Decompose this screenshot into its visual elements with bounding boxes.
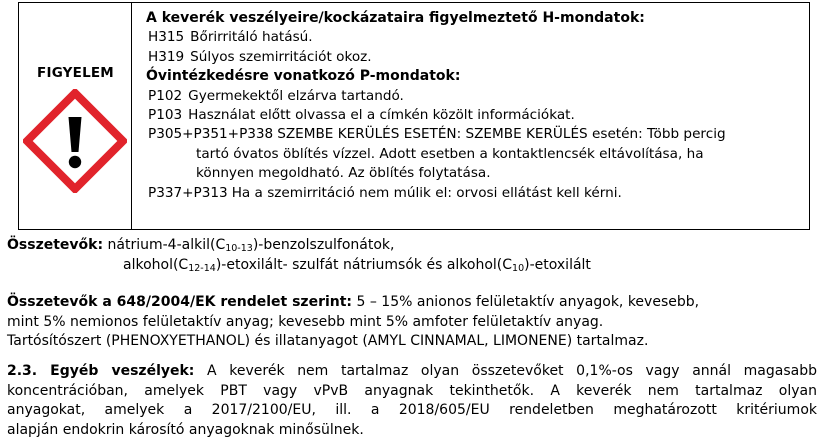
p-statement: P337+P313 Ha a szemirritáció nem múlik el: orvosi ellátást kell kérni. xyxy=(148,184,622,201)
h-statement: H319 Súlyos szemirritációt okoz. xyxy=(148,48,372,65)
h-statements-heading: A keverék veszélyeire/kockázataira figyelmeztető H-mondatok: xyxy=(146,10,645,26)
regulation-section: Összetevők a 648/2004/EK rendelet szerint: 5 – 15% anionos felületaktív anyagok, kevesebb, mint 5% nemionos felületaktív anyag; kevesebb mint 5% amfoter felületaktív anyag. Tartósítószert (PHENOXYETHANOL) és illatanyagot (AMYL CINNAMAL, LIMONENE) tartalmaz. xyxy=(7,294,700,350)
p-statements-heading: Óvintézkedésre vonatkozó P-mondatok: xyxy=(146,68,461,85)
other-hazards-section: 2.3. Egyéb veszélyek: A keverék nem tartalmaz olyan összetevőket 0,1%-os vagy annál magasabb koncentrációban, amelyek PBT vagy vPvB anyagnak tekinthetők. A keverék nem tartalmaz olyan anyagokat, amelyek a 2017/2100/EU, ill. a 2018/605/EU rendeletben meghatározott kritériumok alapján endokrin károsító anyagoknak minősülnek. xyxy=(7,363,817,438)
other-hazards-label: 2.3. Egyéb veszélyek: xyxy=(7,363,195,379)
p-statement: P103 Használat előtt olvassa el a címkén közölt információkat. xyxy=(148,107,575,124)
p-statement-continuation: tartó óvatos öblítés vízzel. Adott esetben a kontaktlencsék eltávolítása, ha xyxy=(196,145,704,162)
p-statement-continuation: könnyen megoldható. Az öblítés folytatása. xyxy=(196,165,491,182)
ingredients-label: Összetevők: xyxy=(7,237,104,253)
signal-word: FIGYELEM xyxy=(37,65,114,81)
p-statement: P102 Gyermekektől elzárva tartandó. xyxy=(148,87,404,104)
signal-column xyxy=(19,3,132,229)
statements-area xyxy=(132,3,809,229)
exclamation-mark-hazard-icon xyxy=(23,89,127,193)
ingredients-section: Összetevők: nátrium-$4-alkil(C_{10-13})$-benzolszulfonátok, $alkohol(C_{12-14})-etoxilált-$ szulfát nátriumsók és $alkohol(C_{10})$-etoxilált xyxy=(7,237,591,274)
h-statement: H315 Bőrirritáló hatású. xyxy=(148,29,313,46)
hazard-label-box xyxy=(18,2,810,230)
regulation-label: Összetevők a 648/2004/EK rendelet szerint: xyxy=(7,294,353,310)
p-statement: P305+P351+P338 SZEMBE KERÜLÉS ESETÉN: SZEMBE KERÜLÉS esetén: Több percig tartó óvatos öblítés vízzel. Adott esetben a kontaktlencsék eltávolítása, ha könnyen megoldható. Az öblítés folytatása. xyxy=(132,125,809,183)
